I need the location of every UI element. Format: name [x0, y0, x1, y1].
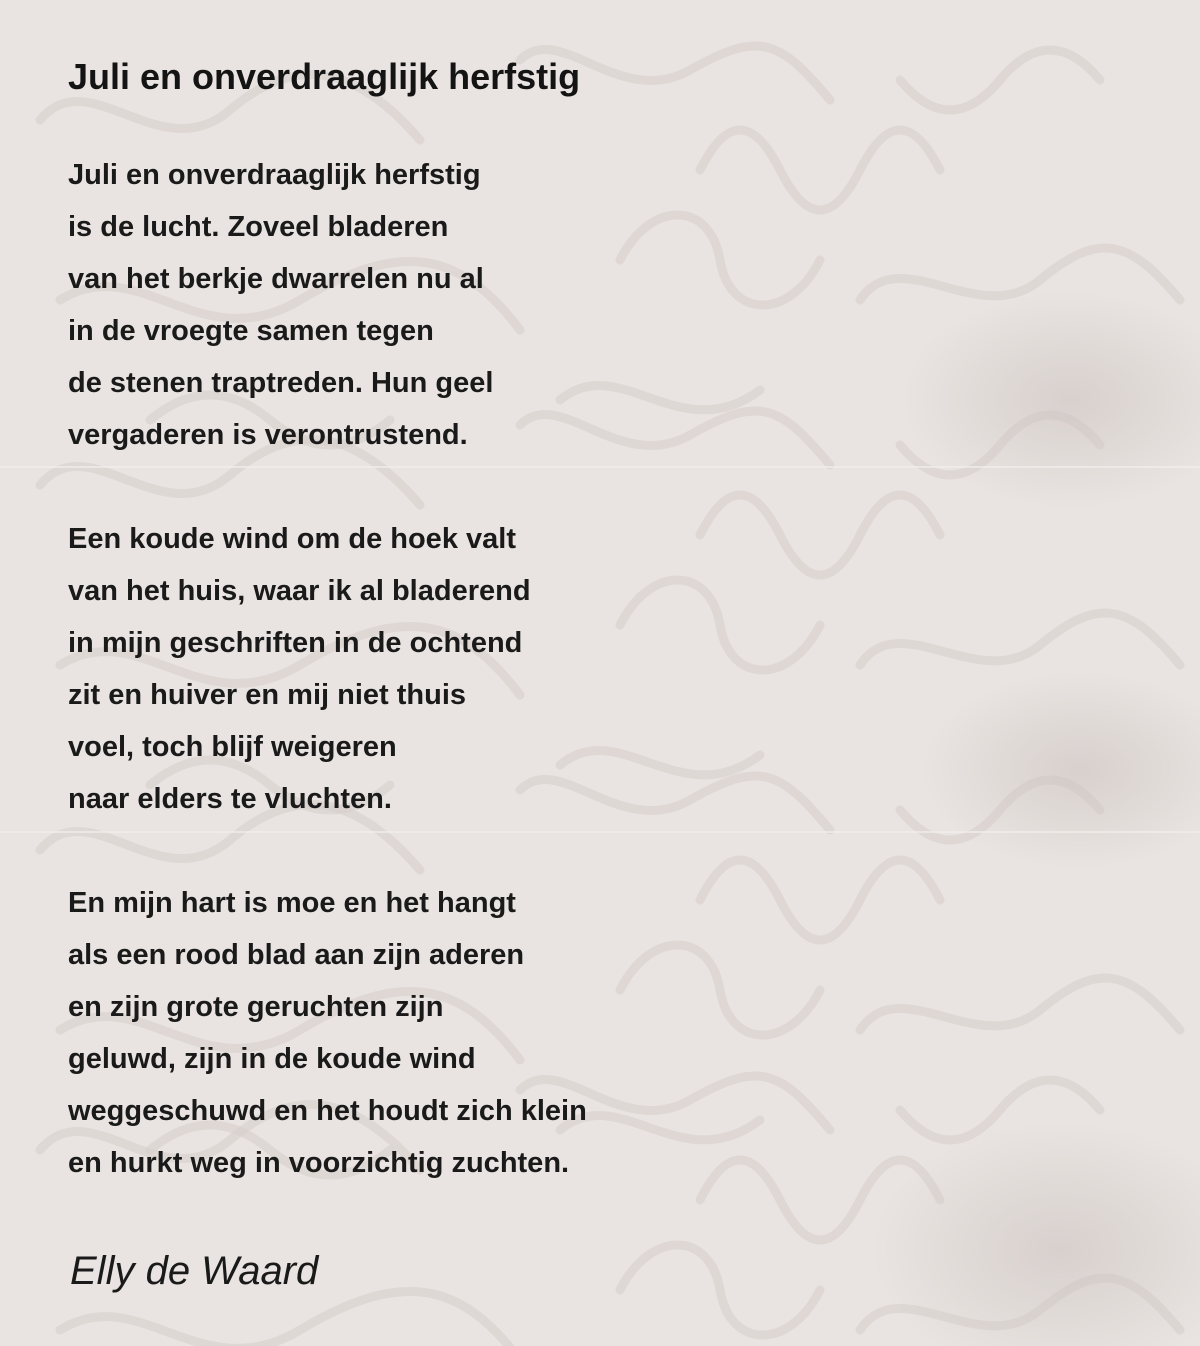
poem-line: En mijn hart is moe en het hangt: [68, 887, 516, 919]
poem-line: voel, toch blijf weigeren: [68, 731, 397, 763]
stanza-2: [68, 513, 531, 825]
stanza-3: [68, 877, 587, 1189]
poem-line: in de vroegte samen tegen: [68, 315, 434, 347]
poem-line: is de lucht. Zoveel bladeren: [68, 211, 449, 243]
poem-line: zit en huiver en mij niet thuis: [68, 679, 466, 711]
poem-line: en hurkt weg in voorzichtig zuchten.: [68, 1147, 570, 1179]
stanza-1: [68, 149, 493, 461]
poem-line: vergaderen is verontrustend.: [68, 419, 468, 451]
poem-line: naar elders te vluchten.: [68, 783, 392, 815]
poem-title: Juli en onverdraaglijk herfstig: [68, 56, 581, 97]
poem-line: geluwd, zijn in de koude wind: [68, 1043, 476, 1075]
poem-line: Juli en onverdraaglijk herfstig: [68, 159, 481, 191]
poem-line: weggeschuwd en het houdt zich klein: [68, 1095, 587, 1127]
poem-line: van het berkje dwarrelen nu al: [68, 263, 484, 295]
poem-line: in mijn geschriften in de ochtend: [68, 627, 523, 659]
poem-line: van het huis, waar ik al bladerend: [68, 575, 531, 607]
poem-line: als een rood blad aan zijn aderen: [68, 939, 525, 971]
poem-author: Elly de Waard: [70, 1249, 319, 1293]
poem-line: en zijn grote geruchten zijn: [68, 991, 444, 1023]
poem-line: de stenen traptreden. Hun geel: [68, 367, 494, 399]
poem-line: Een koude wind om de hoek valt: [68, 523, 516, 555]
